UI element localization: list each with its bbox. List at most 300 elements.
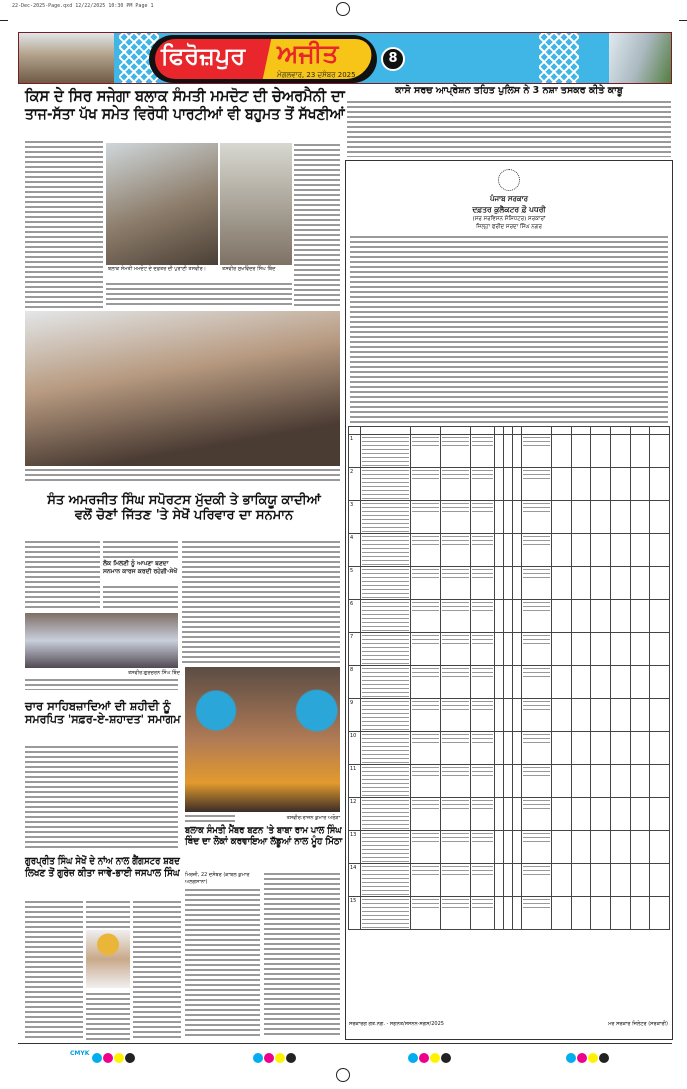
article-text — [294, 143, 340, 308]
table-cell — [650, 600, 670, 633]
row-number: 2 — [349, 468, 361, 501]
public-notice-advertisement — [345, 160, 673, 1040]
table-cell — [361, 699, 411, 732]
table-cell — [504, 864, 513, 897]
table-row — [349, 897, 670, 930]
masthead — [18, 32, 672, 84]
table-cell — [513, 600, 522, 633]
table-cell — [610, 501, 630, 534]
table-cell — [441, 534, 471, 567]
headline-line: ਗੁਰਪ੍ਰੀਤ ਸਿੰਘ ਸੇਖੋਂ ਦੇ ਨਾਂਅ ਨਾਲ ਗੈਂਗਸਟਰ ਸ਼ਬਦ — [25, 856, 180, 867]
table-cell — [610, 864, 630, 897]
table-cell — [650, 699, 670, 732]
table-row — [349, 435, 670, 468]
photo-caption-text — [185, 814, 235, 823]
table-cell — [411, 897, 441, 930]
article-text — [182, 540, 340, 665]
table-cell — [441, 501, 471, 534]
table-cell — [513, 765, 522, 798]
table-cell — [513, 798, 522, 831]
table-cell — [361, 666, 411, 699]
notice-district: ਜਿਲ੍ਹਾ ਫਰੀਦ ਸਰਦਾ ਸਿੰਘ ਨਗਰ — [476, 224, 542, 230]
color-swatches — [92, 1048, 136, 1067]
photo-credit: ਤਸਵੀਰ:ਰਾਜਨ ਕੁਮਾਰ ਅਰੋੜਾ — [286, 815, 340, 821]
article-text — [103, 585, 178, 610]
table-cell — [504, 501, 513, 534]
table-cell — [591, 666, 611, 699]
table-row — [349, 666, 670, 699]
table-cell — [552, 534, 572, 567]
row-number: 7 — [349, 633, 361, 666]
headline-line: ਚਾਰ ਸਾਹਿਬਜ਼ਾਦਿਆਂ ਦੀ ਸ਼ਹੀਦੀ ਨੂੰ — [25, 699, 171, 713]
table-cell — [441, 666, 471, 699]
table-cell — [361, 435, 411, 468]
table-cell — [471, 699, 495, 732]
row-number: 5 — [349, 567, 361, 600]
group-felicitation-photo — [25, 311, 340, 466]
table-cell — [471, 666, 495, 699]
table-cell — [522, 633, 552, 666]
table-cell — [513, 666, 522, 699]
table-row — [349, 798, 670, 831]
table-cell — [471, 864, 495, 897]
article-text — [103, 540, 178, 558]
article-text — [25, 140, 103, 308]
table-cell — [522, 699, 552, 732]
table-cell — [650, 567, 670, 600]
table-cell — [591, 765, 611, 798]
table-row — [349, 633, 670, 666]
table-cell — [495, 501, 504, 534]
table-row — [349, 732, 670, 765]
table-cell — [441, 699, 471, 732]
table-cell — [571, 633, 591, 666]
notice-org: ਪੰਜਾਬ ਸਰਕਾਰ — [489, 195, 528, 203]
photo-credit: ਤਸਵੀਰ:ਗੁਰਚਰਨ ਸਿੰਘ ਥਿੰਦ — [127, 670, 180, 676]
table-cell — [411, 468, 441, 501]
table-row — [349, 501, 670, 534]
article-text — [347, 100, 671, 157]
table-cell — [495, 468, 504, 501]
table-cell — [411, 831, 441, 864]
table-cell — [522, 501, 552, 534]
row-number: 4 — [349, 534, 361, 567]
table-cell — [471, 600, 495, 633]
table-cell — [361, 732, 411, 765]
shrine-photo — [609, 33, 672, 84]
row-number: 9 — [349, 699, 361, 732]
table-cell — [630, 534, 650, 567]
table-cell — [522, 897, 552, 930]
table-cell — [552, 897, 572, 930]
notice-footer-left: ਸਰਕਾਰਗ ਗਤ.ਨਗ. - ਸਗਨਤ/ਸਸਨਨ-ਸਗਸ/2025 — [349, 1021, 444, 1027]
table-cell — [610, 534, 630, 567]
table-cell — [411, 798, 441, 831]
table-cell — [591, 699, 611, 732]
table-cell — [522, 864, 552, 897]
table-cell — [552, 699, 572, 732]
table-cell — [650, 831, 670, 864]
table-cell — [591, 864, 611, 897]
table-cell — [441, 567, 471, 600]
table-cell — [471, 468, 495, 501]
samiti-building-photo — [220, 143, 292, 265]
samiti-office-photo — [106, 143, 218, 265]
table-row — [349, 765, 670, 798]
table-cell — [591, 897, 611, 930]
table-cell — [361, 633, 411, 666]
registration-mark — [336, 2, 350, 16]
table-cell — [495, 699, 504, 732]
table-cell — [441, 864, 471, 897]
table-cell — [522, 765, 552, 798]
table-cell — [504, 699, 513, 732]
table-cell — [571, 798, 591, 831]
headline-line: ਕਿਸ ਦੇ ਸਿਰ ਸਜੇਗਾ ਬਲਾਕ ਸੰਮਤੀ ਮਮਦੋਟ ਦੀ ਚੇਅਰਮੈਨੀ ਦਾ — [25, 87, 345, 105]
headline-line: ਵਲੋਂ ਚੋਣਾਂ ਜਿੱਤਣ 'ਤੇ ਸੇਖੋਂ ਪਰਿਵਾਰ ਦਾ ਸਨਮਾਨ — [74, 507, 294, 523]
table-cell — [471, 798, 495, 831]
table-cell — [591, 534, 611, 567]
table-cell — [552, 501, 572, 534]
table-cell — [495, 534, 504, 567]
table-cell — [610, 831, 630, 864]
print-slug: 22-Dec-2025-Page.qxd 12/22/2025 10:30 PM Page 1 — [12, 3, 154, 9]
row-number: 13 — [349, 831, 361, 864]
table-cell — [513, 897, 522, 930]
table-cell — [361, 600, 411, 633]
table-cell — [513, 732, 522, 765]
table-cell — [650, 732, 670, 765]
table-cell — [495, 633, 504, 666]
table-cell — [552, 732, 572, 765]
table-cell — [650, 468, 670, 501]
table-cell — [471, 633, 495, 666]
table-cell — [411, 699, 441, 732]
table-cell — [522, 732, 552, 765]
table-cell — [571, 468, 591, 501]
photo-caption: ਬਲਾਕ ਸੰਮਤੀ ਮਮਦੋਟ ਦੇ ਦਫ਼ਤਰ ਦੀ ਪੁਰਾਣੀ ਤਸਵੀਰ। — [108, 266, 207, 272]
table-cell — [361, 798, 411, 831]
table-cell — [504, 765, 513, 798]
table-cell — [552, 864, 572, 897]
notice-office: ਦਫ਼ਤਰ ਕੁਲੈਕਟਰ ਫ਼ੌ ਪਧਰੀ — [472, 205, 546, 214]
table-cell — [411, 534, 441, 567]
article-text — [106, 282, 292, 308]
table-cell — [571, 732, 591, 765]
table-cell — [513, 435, 522, 468]
row-number: 3 — [349, 501, 361, 534]
row-number: 1 — [349, 435, 361, 468]
row-number: 15 — [349, 897, 361, 930]
table-cell — [411, 501, 441, 534]
table-cell — [571, 864, 591, 897]
headline-blocksamiti — [25, 88, 345, 124]
headline-caso-block — [345, 86, 673, 97]
table-cell — [495, 765, 504, 798]
photo-credit: ਤਸਵੀਰ ਸੁਖਵਿੰਦਰ ਸਿੰਘ ਥਿੰਦ — [222, 266, 276, 272]
table-cell — [650, 897, 670, 930]
row-number: 12 — [349, 798, 361, 831]
table-cell — [650, 864, 670, 897]
article-text — [86, 992, 130, 1040]
table-cell — [471, 831, 495, 864]
table-cell — [495, 666, 504, 699]
table-cell — [522, 435, 552, 468]
table-cell — [504, 468, 513, 501]
table-cell — [495, 567, 504, 600]
table-cell — [610, 468, 630, 501]
table-cell — [495, 798, 504, 831]
table-cell — [591, 633, 611, 666]
table-cell — [411, 600, 441, 633]
table-cell — [571, 831, 591, 864]
table-cell — [630, 501, 650, 534]
table-header-row — [349, 427, 670, 435]
headline-caso: ਕਾਸੋ ਸਰਚ ਆਪ੍ਰੇਸ਼ਨ ਤਹਿਤ ਪੁਲਿਸ ਨੇ 3 ਨਸ਼ਾ ਤਸਕਰ ਕੀਤੇ ਕਾਬੂ — [395, 85, 623, 96]
table-cell — [513, 501, 522, 534]
table-cell — [361, 897, 411, 930]
table-cell — [610, 435, 630, 468]
table-cell — [513, 633, 522, 666]
headline-line: ਤਾਜ-ਸੱਤਾ ਪੱਖ ਸਮੇਤ ਵਿਰੋਧੀ ਪਾਰਟੀਆਂ ਵੀ ਬਹੁਮਤ ਤੋਂ ਸੱਖਣੀਆਂ — [25, 104, 345, 123]
table-cell — [650, 666, 670, 699]
table-cell — [591, 732, 611, 765]
headline-sports — [25, 494, 343, 524]
table-cell — [630, 699, 650, 732]
table-cell — [504, 534, 513, 567]
article-text — [25, 745, 178, 850]
table-cell — [504, 732, 513, 765]
table-cell — [441, 732, 471, 765]
table-cell — [552, 567, 572, 600]
headline-baba-rampal — [185, 826, 342, 848]
table-cell — [552, 798, 572, 831]
dateline: ਮਿਰਜ਼ੀ, 22 ਦਸੰਬਰ (ਕਾਬਲ ਕੁਮਾਰ ਅਲਗਸਾਨਾ) — [185, 872, 250, 885]
table-cell — [571, 600, 591, 633]
table-cell — [522, 567, 552, 600]
table-cell — [495, 435, 504, 468]
table-cell — [552, 435, 572, 468]
table-cell — [522, 468, 552, 501]
table-cell — [513, 468, 522, 501]
table-cell — [522, 666, 552, 699]
table-cell — [650, 765, 670, 798]
row-number: 10 — [349, 732, 361, 765]
crop-mark — [0, 20, 8, 21]
article-text — [264, 872, 340, 1038]
table-cell — [630, 798, 650, 831]
heritage-building-photo — [19, 33, 114, 84]
table-cell — [441, 468, 471, 501]
table-cell — [610, 600, 630, 633]
table-row — [349, 468, 670, 501]
table-cell — [504, 600, 513, 633]
masthead-title-2: ਅਜੀਤ — [277, 39, 339, 68]
table-cell — [650, 798, 670, 831]
article-text — [185, 888, 260, 1038]
table-cell — [361, 534, 411, 567]
article-text — [25, 540, 100, 610]
table-cell — [571, 765, 591, 798]
table-cell — [495, 864, 504, 897]
notice-table — [348, 426, 670, 930]
table-cell — [441, 600, 471, 633]
table-cell — [361, 468, 411, 501]
government-emblem-icon — [498, 169, 520, 191]
table-cell — [522, 534, 552, 567]
table-cell — [630, 468, 650, 501]
headline-line: ਸਮਰਪਿਤ 'ਸਫ਼ਰ-ਏ-ਸ਼ਹਾਦਤ' ਸਮਾਗਮ — [25, 712, 181, 727]
table-cell — [441, 798, 471, 831]
table-cell — [571, 567, 591, 600]
cmyk-label: CMYK — [70, 1050, 90, 1057]
notice-footer-right: ਮਰ ਸਰਕਾਰ ਜਿਲੇਟਰ (ਸਰਕਾਰੀ) — [608, 1021, 668, 1027]
table-cell — [650, 534, 670, 567]
table-cell — [650, 633, 670, 666]
event-stage-photo — [25, 613, 178, 668]
article-text — [133, 900, 181, 1040]
photo-caption-text — [25, 468, 340, 482]
table-cell — [650, 501, 670, 534]
table-cell — [630, 732, 650, 765]
table-cell — [513, 567, 522, 600]
headline-line: ਥਿੰਦ ਦਾ ਲੋਕਾਂ ਕਰਵਾਇਆ ਲੱਡੂਆਂ ਨਾਲ ਮੂੰਹ ਮਿੱਠਾ — [185, 835, 343, 847]
color-swatches — [408, 1048, 452, 1067]
table-cell — [361, 831, 411, 864]
table-cell — [471, 534, 495, 567]
table-cell — [471, 501, 495, 534]
table-cell — [504, 567, 513, 600]
table-cell — [504, 435, 513, 468]
row-number: 11 — [349, 765, 361, 798]
table-cell — [630, 831, 650, 864]
table-cell — [522, 831, 552, 864]
table-cell — [471, 567, 495, 600]
table-cell — [441, 897, 471, 930]
table-cell — [513, 534, 522, 567]
table-cell — [591, 567, 611, 600]
table-cell — [610, 897, 630, 930]
table-cell — [361, 864, 411, 897]
table-cell — [471, 435, 495, 468]
table-cell — [630, 600, 650, 633]
row-number: 6 — [349, 600, 361, 633]
crop-mark — [679, 20, 687, 21]
table-cell — [504, 633, 513, 666]
table-row — [349, 864, 670, 897]
row-number: 8 — [349, 666, 361, 699]
felicitation-photo — [185, 667, 340, 812]
table-cell — [471, 897, 495, 930]
table-cell — [411, 435, 441, 468]
table-cell — [630, 633, 650, 666]
table-cell — [411, 765, 441, 798]
table-cell — [522, 600, 552, 633]
table-cell — [513, 699, 522, 732]
table-cell — [552, 666, 572, 699]
registration-mark — [336, 1068, 350, 1082]
row-number: 14 — [349, 864, 361, 897]
lattice-ornament — [539, 33, 579, 84]
page-number: 8 — [381, 47, 405, 71]
masthead-logo — [149, 35, 377, 83]
table-cell — [411, 864, 441, 897]
table-cell — [552, 765, 572, 798]
table-cell — [630, 435, 650, 468]
table-cell — [571, 666, 591, 699]
table-cell — [504, 897, 513, 930]
table-cell — [610, 699, 630, 732]
table-cell — [610, 666, 630, 699]
color-swatches — [566, 1048, 610, 1067]
table-cell — [610, 732, 630, 765]
table-cell — [610, 798, 630, 831]
article-text — [86, 900, 130, 928]
table-cell — [650, 435, 670, 468]
table-row — [349, 600, 670, 633]
table-row — [349, 534, 670, 567]
table-cell — [411, 633, 441, 666]
table-cell — [361, 765, 411, 798]
masthead-date: ਮੰਗਲਵਾਰ, 23 ਦਸੰਬਰ 2025 — [277, 71, 356, 79]
table-row — [349, 567, 670, 600]
table-cell — [610, 633, 630, 666]
table-cell — [610, 567, 630, 600]
table-cell — [441, 435, 471, 468]
table-cell — [630, 864, 650, 897]
table-cell — [411, 567, 441, 600]
table-cell — [630, 666, 650, 699]
table-cell — [630, 765, 650, 798]
table-cell — [495, 732, 504, 765]
masthead-title-1: ਫਿਰੋਜ਼ਪੁਰ — [161, 41, 246, 70]
table-cell — [552, 468, 572, 501]
headline-gangster — [25, 856, 180, 879]
table-cell — [522, 798, 552, 831]
table-cell — [552, 831, 572, 864]
table-cell — [571, 699, 591, 732]
table-cell — [630, 897, 650, 930]
table-cell — [610, 765, 630, 798]
table-cell — [513, 831, 522, 864]
table-cell — [552, 633, 572, 666]
table-cell — [630, 567, 650, 600]
article-text — [25, 900, 83, 1040]
table-cell — [504, 831, 513, 864]
portrait-photo — [86, 930, 130, 988]
table-cell — [471, 732, 495, 765]
table-cell — [441, 633, 471, 666]
table-cell — [513, 864, 522, 897]
table-cell — [504, 798, 513, 831]
table-cell — [495, 831, 504, 864]
headline-line: ਲਿਖਣ ਤੋਂ ਗੁਰੇਜ਼ ਕੀਤਾ ਜਾਵੇ-ਭਾਈ ਜਸਪਾਲ ਸਿੰਘ — [25, 867, 180, 879]
table-cell — [411, 732, 441, 765]
notice-dept: (ਸਰ ਸਰਵਿਸਨ ਸੰਸਿਧਟਰ) ਸਰਕਾਰਾਂ — [472, 216, 546, 222]
table-cell — [591, 831, 611, 864]
table-cell — [411, 666, 441, 699]
bottom-rule — [18, 1043, 672, 1044]
table-cell — [504, 666, 513, 699]
table-cell — [495, 600, 504, 633]
headline-line: ਸੰਤ ਅਮਰਜੀਤ ਸਿੰਘ ਸਪੋਰਟਸ ਮੁੱਦਕੀ ਤੇ ਭਾਕਿਯੂ ਕਾਦੀਆਂ — [47, 493, 321, 508]
table-cell — [571, 534, 591, 567]
table-cell — [591, 600, 611, 633]
article-text — [25, 678, 178, 690]
table-cell — [441, 831, 471, 864]
table-cell — [591, 798, 611, 831]
headline-sahibzade — [25, 700, 180, 726]
